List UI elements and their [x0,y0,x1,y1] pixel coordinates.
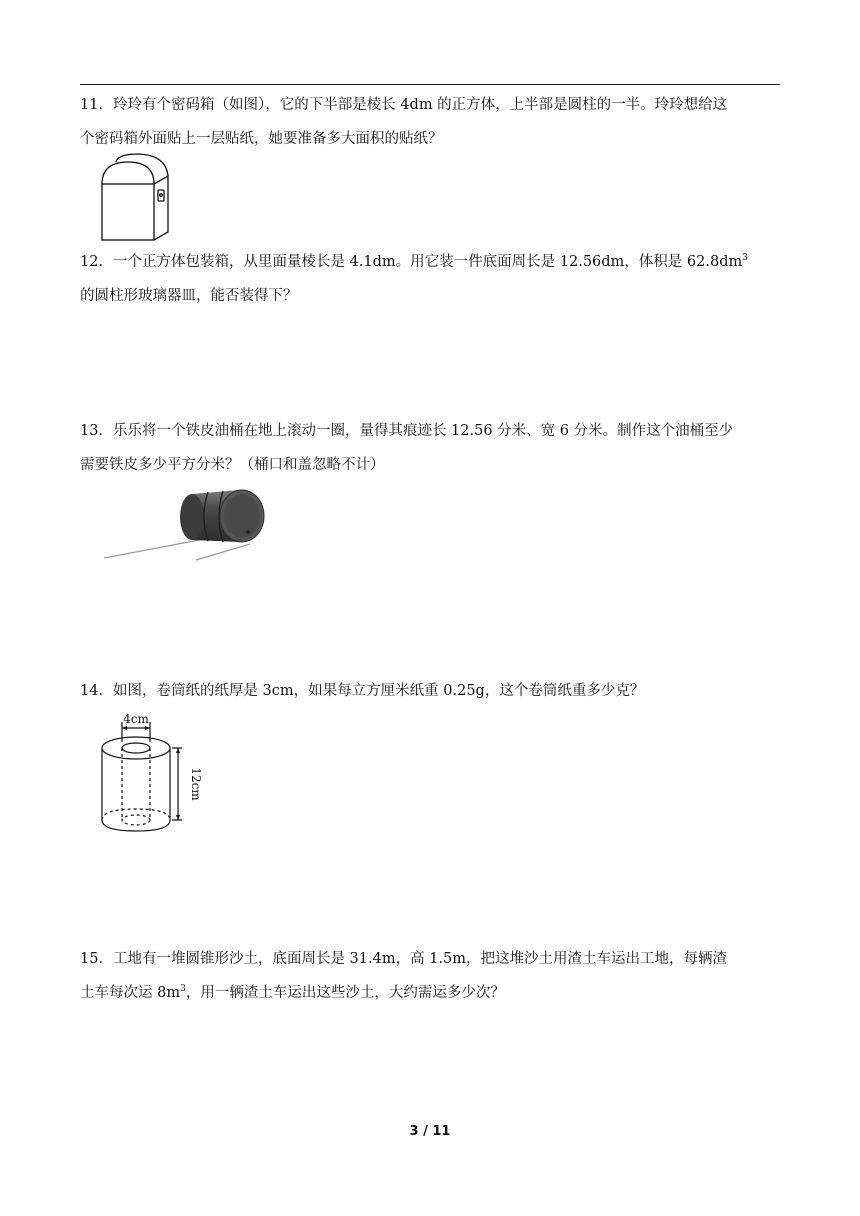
password-box-figure [96,152,176,244]
question-13-line-2: 需要铁皮多少平方分米？（桶口和盖忽略不计） [80,457,385,473]
question-text: 如图，卷筒纸的纸厚是 3cm，如果每立方厘米纸重 0.25g，这个卷筒纸重多少克？ [112,683,645,699]
question-text: 工地有一堆圆锥形沙土，底面周长是 31.4m，高 1.5m，把这堆沙土用渣土车运出工地，每辆渣 [112,951,728,967]
question-11-line-1 [80,88,780,122]
question-text: 乐乐将一个铁皮油桶在地上滚动一圈，量得其痕迹长 12.56 分米、宽 6 分米。制作这个油桶至少 [112,423,734,439]
question-12-line-2: 的圆柱形玻璃器皿，能否装得下？ [80,288,298,304]
header-rule [80,84,780,85]
dimension-label-12cm: 12cm [189,767,203,801]
oil-drum-figure [100,484,275,564]
question-text: ，用一辆渣土车运出这些沙土，大约需运多少次？ [185,985,505,1001]
question-15-line-2 [80,976,780,1010]
question-15-line-1 [80,942,780,976]
question-number: 13． [80,423,113,439]
question-13 [80,414,780,482]
superscript: 3 [180,984,186,995]
page-number: 3 / 11 [409,1124,451,1139]
question-11 [80,88,780,156]
question-11-line-2: 个密码箱外面贴上一层贴纸，她要准备多大面积的贴纸？ [80,131,443,147]
question-14 [80,674,780,708]
question-text: 玲玲有个密码箱（如图），它的下半部是棱长 4dm 的正方体，上半部是圆柱的一半。玲玲想给这 [112,97,728,113]
superscript: 3 [742,253,748,264]
paper-roll-figure [96,708,206,838]
question-number: 15． [80,951,113,967]
question-number: 14． [80,683,113,699]
question-12 [80,245,780,313]
question-number: 11． [80,97,113,113]
question-12-line-1 [80,245,780,279]
question-14-line-1 [80,674,780,708]
question-15 [80,942,780,1010]
question-text: 土车每次运 8m [80,985,181,1001]
question-13-line-1 [80,414,780,448]
question-number: 12． [80,254,113,270]
dimension-label-4cm: 4cm [123,712,149,726]
question-text: 一个正方体包装箱，从里面量棱长是 4.1dm。用它装一件底面周长是 12.56dm，体积是 62.8dm [112,254,743,270]
